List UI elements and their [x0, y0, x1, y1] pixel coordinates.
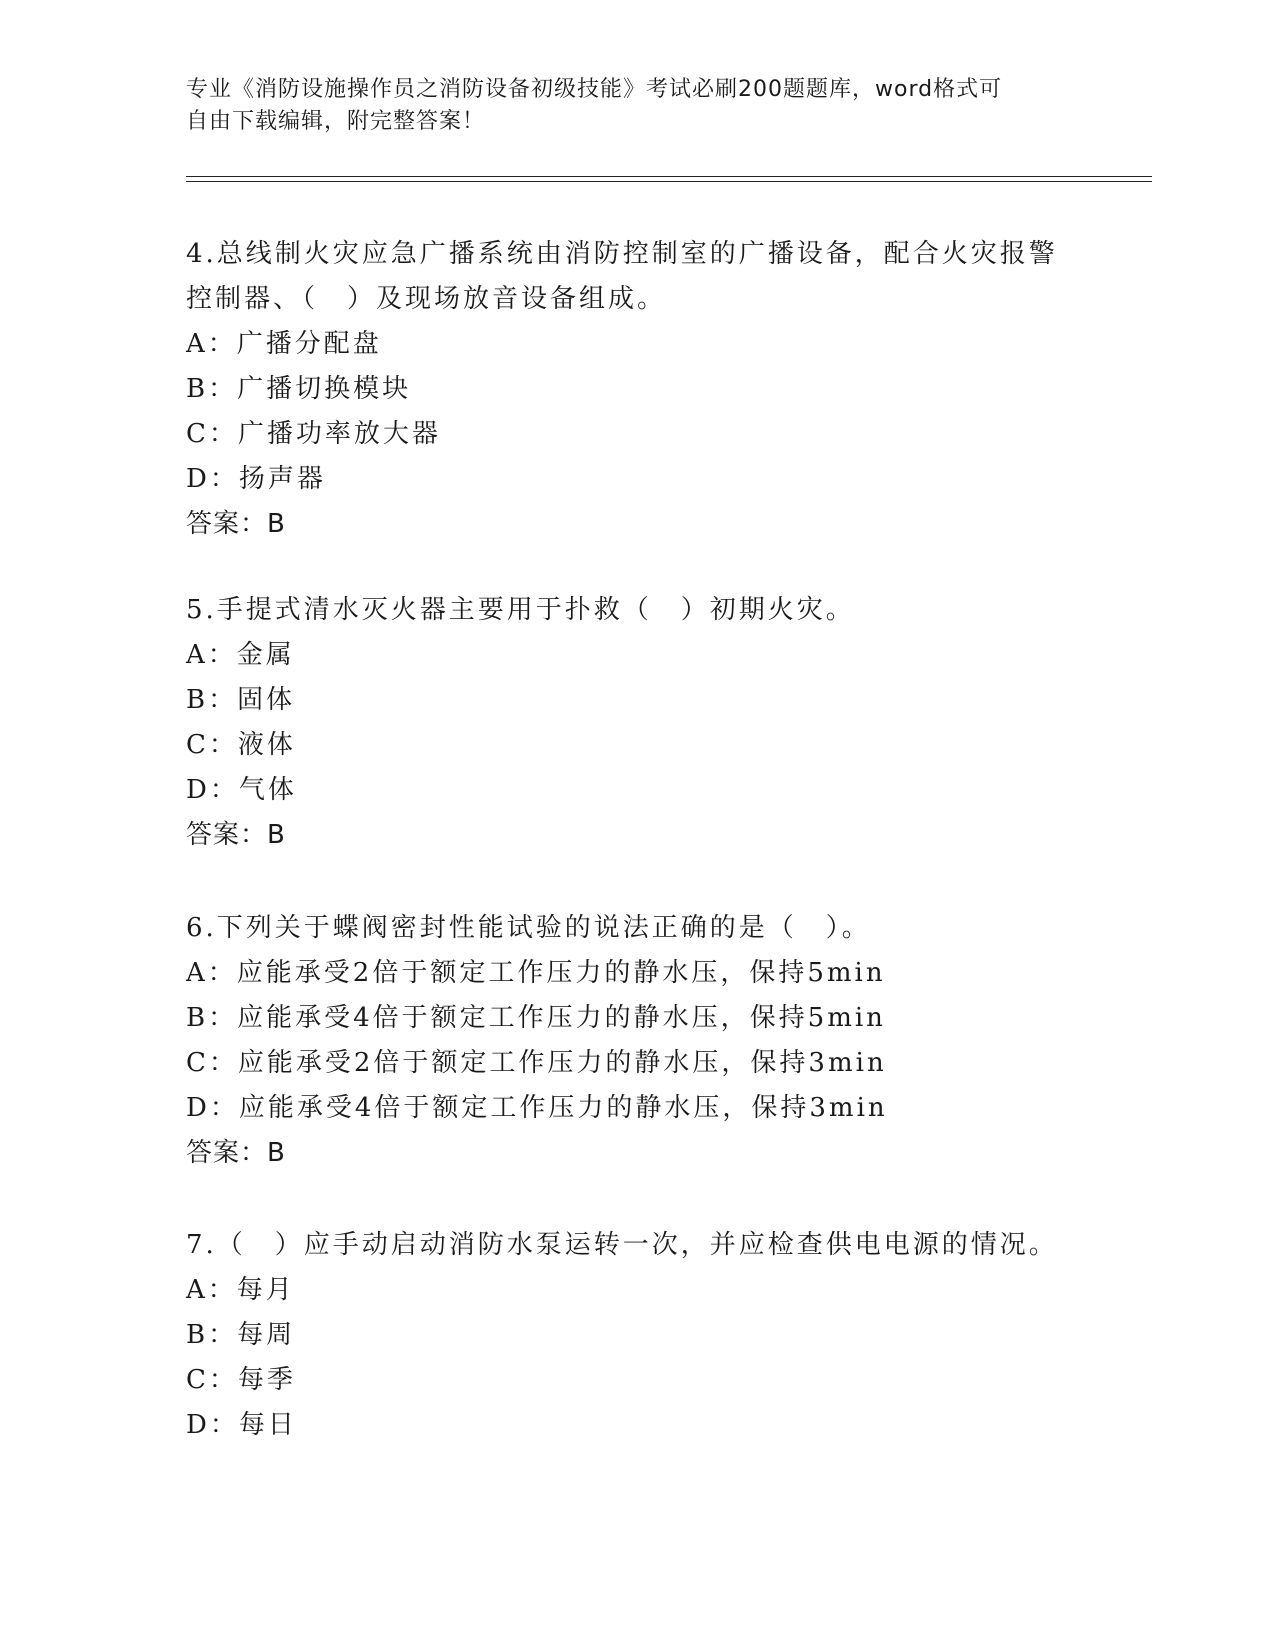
question-stem-continued: 控制器、（ ）及现场放音设备组成。 [186, 284, 667, 314]
question-stem: 7.（ ）应手动启动消防水泵运转一次，并应检查供电电源的情况。 [186, 1230, 1058, 1260]
option-b: B：固体 [186, 685, 296, 715]
option-c: C：每季 [186, 1365, 296, 1395]
option-c: C：广播功率放大器 [186, 419, 441, 449]
option-d: D：气体 [186, 775, 297, 805]
answer: 答案：B [186, 509, 286, 539]
question-5 [186, 588, 1086, 858]
question-4 [186, 232, 1086, 547]
option-b: B：应能承受4倍于额定工作压力的静水压，保持5min [186, 1003, 886, 1033]
header-line-1: 专业《消防设施操作员之消防设备初级技能》考试必刷200题题库，word格式可 [186, 77, 1003, 102]
option-d: D：扬声器 [186, 464, 326, 494]
question-stem: 5.手提式清水灭火器主要用于扑救（ ）初期火灾。 [186, 595, 855, 625]
option-d: D：应能承受4倍于额定工作压力的静水压，保持3min [186, 1093, 888, 1123]
option-b: B：广播切换模块 [186, 374, 412, 404]
option-a: A：每月 [186, 1275, 295, 1305]
option-c: C：液体 [186, 730, 296, 760]
option-d: D：每日 [186, 1410, 297, 1440]
option-a: A：应能承受2倍于额定工作压力的静水压，保持5min [186, 958, 886, 988]
question-stem: 4.总线制火灾应急广播系统由消防控制室的广播设备，配合火灾报警 [186, 239, 1058, 269]
option-a: A：广播分配盘 [186, 329, 382, 359]
header-divider-bottom [186, 181, 1152, 182]
answer: 答案：B [186, 820, 286, 850]
header-divider-top [186, 176, 1152, 177]
option-b: B：每周 [186, 1320, 296, 1350]
document-header [186, 74, 1086, 138]
option-a: A：金属 [186, 640, 295, 670]
question-6 [186, 906, 1086, 1176]
answer: 答案：B [186, 1138, 286, 1168]
header-line-2: 自由下载编辑，附完整答案！ [186, 109, 486, 134]
question-7 [186, 1223, 1086, 1448]
option-c: C：应能承受2倍于额定工作压力的静水压，保持3min [186, 1048, 887, 1078]
question-stem: 6.下列关于蝶阀密封性能试验的说法正确的是（ ）。 [186, 913, 871, 943]
